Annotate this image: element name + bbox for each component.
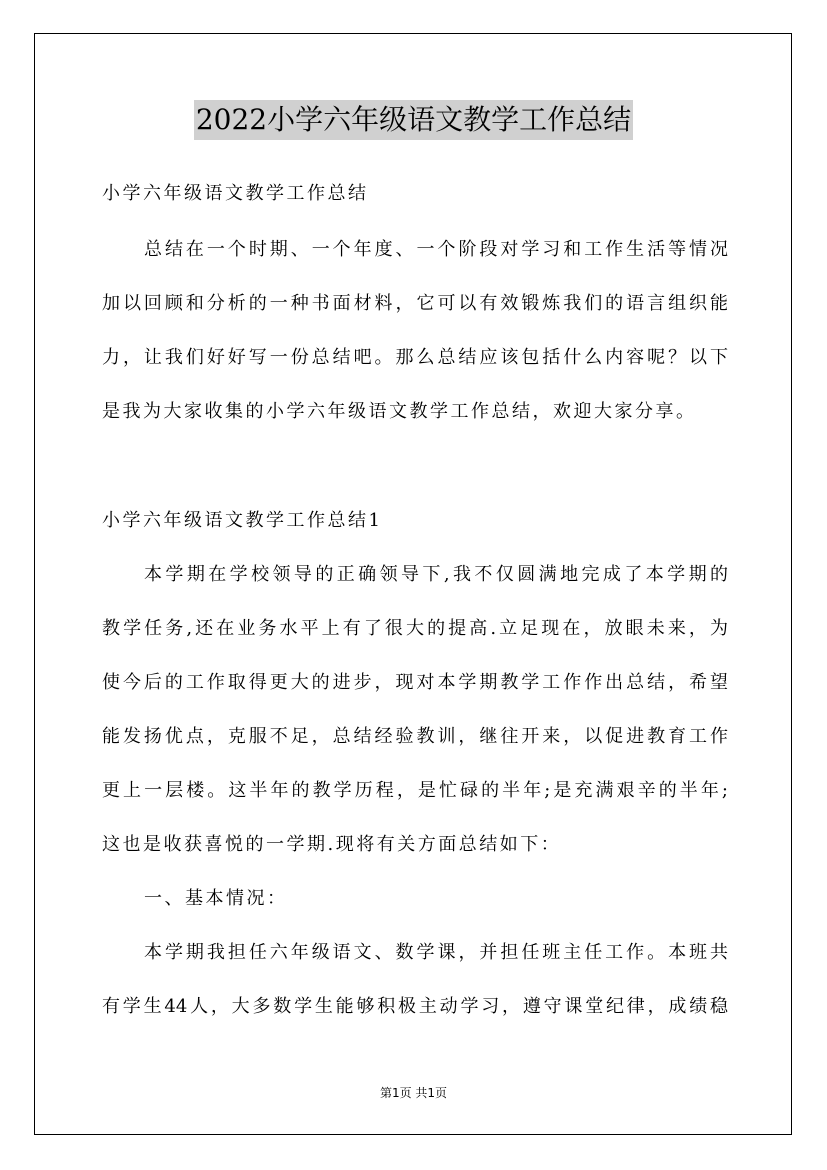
basic-line: 有学生44人，大多数学生能够积极主动学习，遵守课堂纪律，成绩稳: [102, 996, 728, 1017]
subtitle: 小学六年级语文教学工作总结: [102, 183, 369, 204]
basic-heading: 一、基本情况：: [144, 888, 288, 909]
section-line: 使今后的工作取得更大的进步，现对本学期教学工作作出总结，希望: [102, 672, 728, 693]
section-heading: 小学六年级语文教学工作总结1: [102, 510, 383, 531]
section-line: 这也是收获喜悦的一学期.现将有关方面总结如下：: [102, 834, 562, 855]
intro-line: 是我为大家收集的小学六年级语文教学工作总结，欢迎大家分享。: [102, 401, 697, 422]
section-line: 本学期在学校领导的正确领导下,我不仅圆满地完成了本学期的: [144, 564, 728, 585]
page-footer: 第1页 共1页: [379, 1086, 448, 1100]
section-line: 能发扬优点，克服不足，总结经验教训，继往开来，以促进教育工作: [102, 726, 728, 747]
intro-line: 力，让我们好好写一份总结吧。那么总结应该包括什么内容呢？以下: [102, 347, 728, 368]
document-title: 2022小学六年级语文教学工作总结: [194, 100, 633, 140]
title-container: [0, 100, 827, 140]
section-line: 更上一层楼。这半年的教学历程，是忙碌的半年;是充满艰辛的半年;: [102, 780, 728, 801]
section-line: 教学任务,还在业务水平上有了很大的提高.立足现在，放眼未来，为: [102, 618, 728, 639]
intro-line: 加以回顾和分析的一种书面材料，它可以有效锻炼我们的语言组织能: [102, 293, 728, 314]
intro-line: 总结在一个时期、一个年度、一个阶段对学习和工作生活等情况: [144, 239, 728, 260]
basic-line: 本学期我担任六年级语文、数学课，并担任班主任工作。本班共: [144, 942, 728, 963]
